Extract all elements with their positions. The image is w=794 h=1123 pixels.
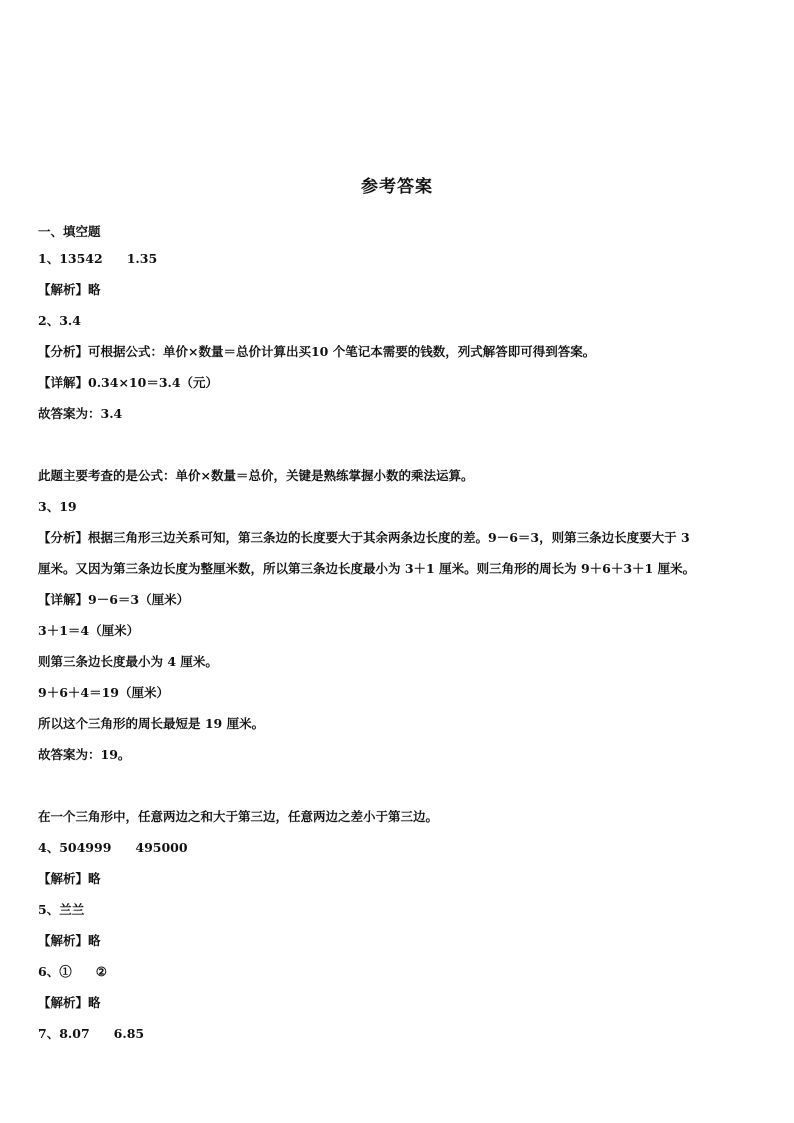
q5-answer — [38, 902, 84, 918]
q1-answer-b: 1.35 — [126, 251, 158, 266]
q2-answer-a: 3.4 — [59, 313, 81, 328]
q1-answer-a: 13542 — [59, 251, 103, 266]
section-heading: 一、填空题 — [38, 224, 101, 239]
q3-step4: 9＋6＋4＝19（厘米） — [38, 685, 169, 700]
q3-number: 3、 — [38, 499, 60, 514]
q4-answer-a: 504999 — [59, 840, 112, 855]
page-title: 参考答案 — [361, 177, 433, 197]
q2-final-answer: 故答案为：3.4 — [38, 406, 123, 421]
q3-fenxi-line2: 厘米。又因为第三条边长度为整厘米数，所以第三条边长度最小为 3＋1 厘米。则三角形的周长为 9＋6＋3＋1 厘米。 — [38, 561, 696, 576]
q2-number: 2、 — [38, 313, 60, 328]
q4-analysis: 【解析】略 — [38, 871, 101, 886]
q2-comment: 此题主要考查的是公式：单价×数量＝总价，关键是熟练掌握小数的乘法运算。 — [38, 468, 474, 483]
q3-answer — [38, 499, 77, 515]
q7-answer-b: 6.85 — [113, 1026, 145, 1041]
q6-answer-a: ① — [59, 964, 72, 979]
q2-fenxi: 【分析】可根据公式：单价×数量＝总价计算出买10 个笔记本需要的钱数，列式解答即可得到答案。 — [38, 344, 596, 359]
q3-step5: 所以这个三角形的周长最短是 19 厘米。 — [38, 716, 265, 731]
q2-xiangjie: 【详解】0.34×10＝3.4（元） — [38, 375, 219, 390]
q1-analysis: 【解析】略 — [38, 282, 101, 297]
q2-answer — [38, 313, 81, 329]
q7-number: 7、 — [38, 1026, 60, 1041]
q3-comment: 在一个三角形中，任意两边之和大于第三边，任意两边之差小于第三边。 — [38, 809, 439, 824]
q3-step3: 则第三条边长度最小为 4 厘米。 — [38, 654, 218, 669]
q1-answer — [38, 251, 157, 267]
q5-answer-a: 兰兰 — [59, 902, 85, 917]
q3-fenxi-line1: 【分析】根据三角形三边关系可知，第三条边的长度要大于其余两条边长度的差。9－6＝3，则第三条边长度要大于 3 — [38, 530, 690, 545]
q6-answer-b: ② — [95, 964, 107, 979]
q6-number: 6、 — [38, 964, 60, 979]
q3-final-answer: 故答案为：19。 — [38, 747, 131, 762]
q4-number: 4、 — [38, 840, 60, 855]
q6-analysis: 【解析】略 — [38, 995, 101, 1010]
q5-number: 5、 — [38, 902, 60, 917]
q7-answer — [38, 1026, 144, 1042]
q3-step2: 3＋1＝4（厘米） — [38, 623, 140, 638]
q1-number: 1、 — [38, 251, 60, 266]
q4-answer — [38, 840, 188, 856]
q3-answer-a: 19 — [59, 499, 77, 514]
q5-analysis: 【解析】略 — [38, 933, 101, 948]
q4-answer-b: 495000 — [135, 840, 188, 855]
q7-answer-a: 8.07 — [59, 1026, 90, 1041]
q3-step1: 【详解】9－6＝3（厘米） — [38, 592, 190, 607]
q6-answer — [38, 964, 107, 980]
